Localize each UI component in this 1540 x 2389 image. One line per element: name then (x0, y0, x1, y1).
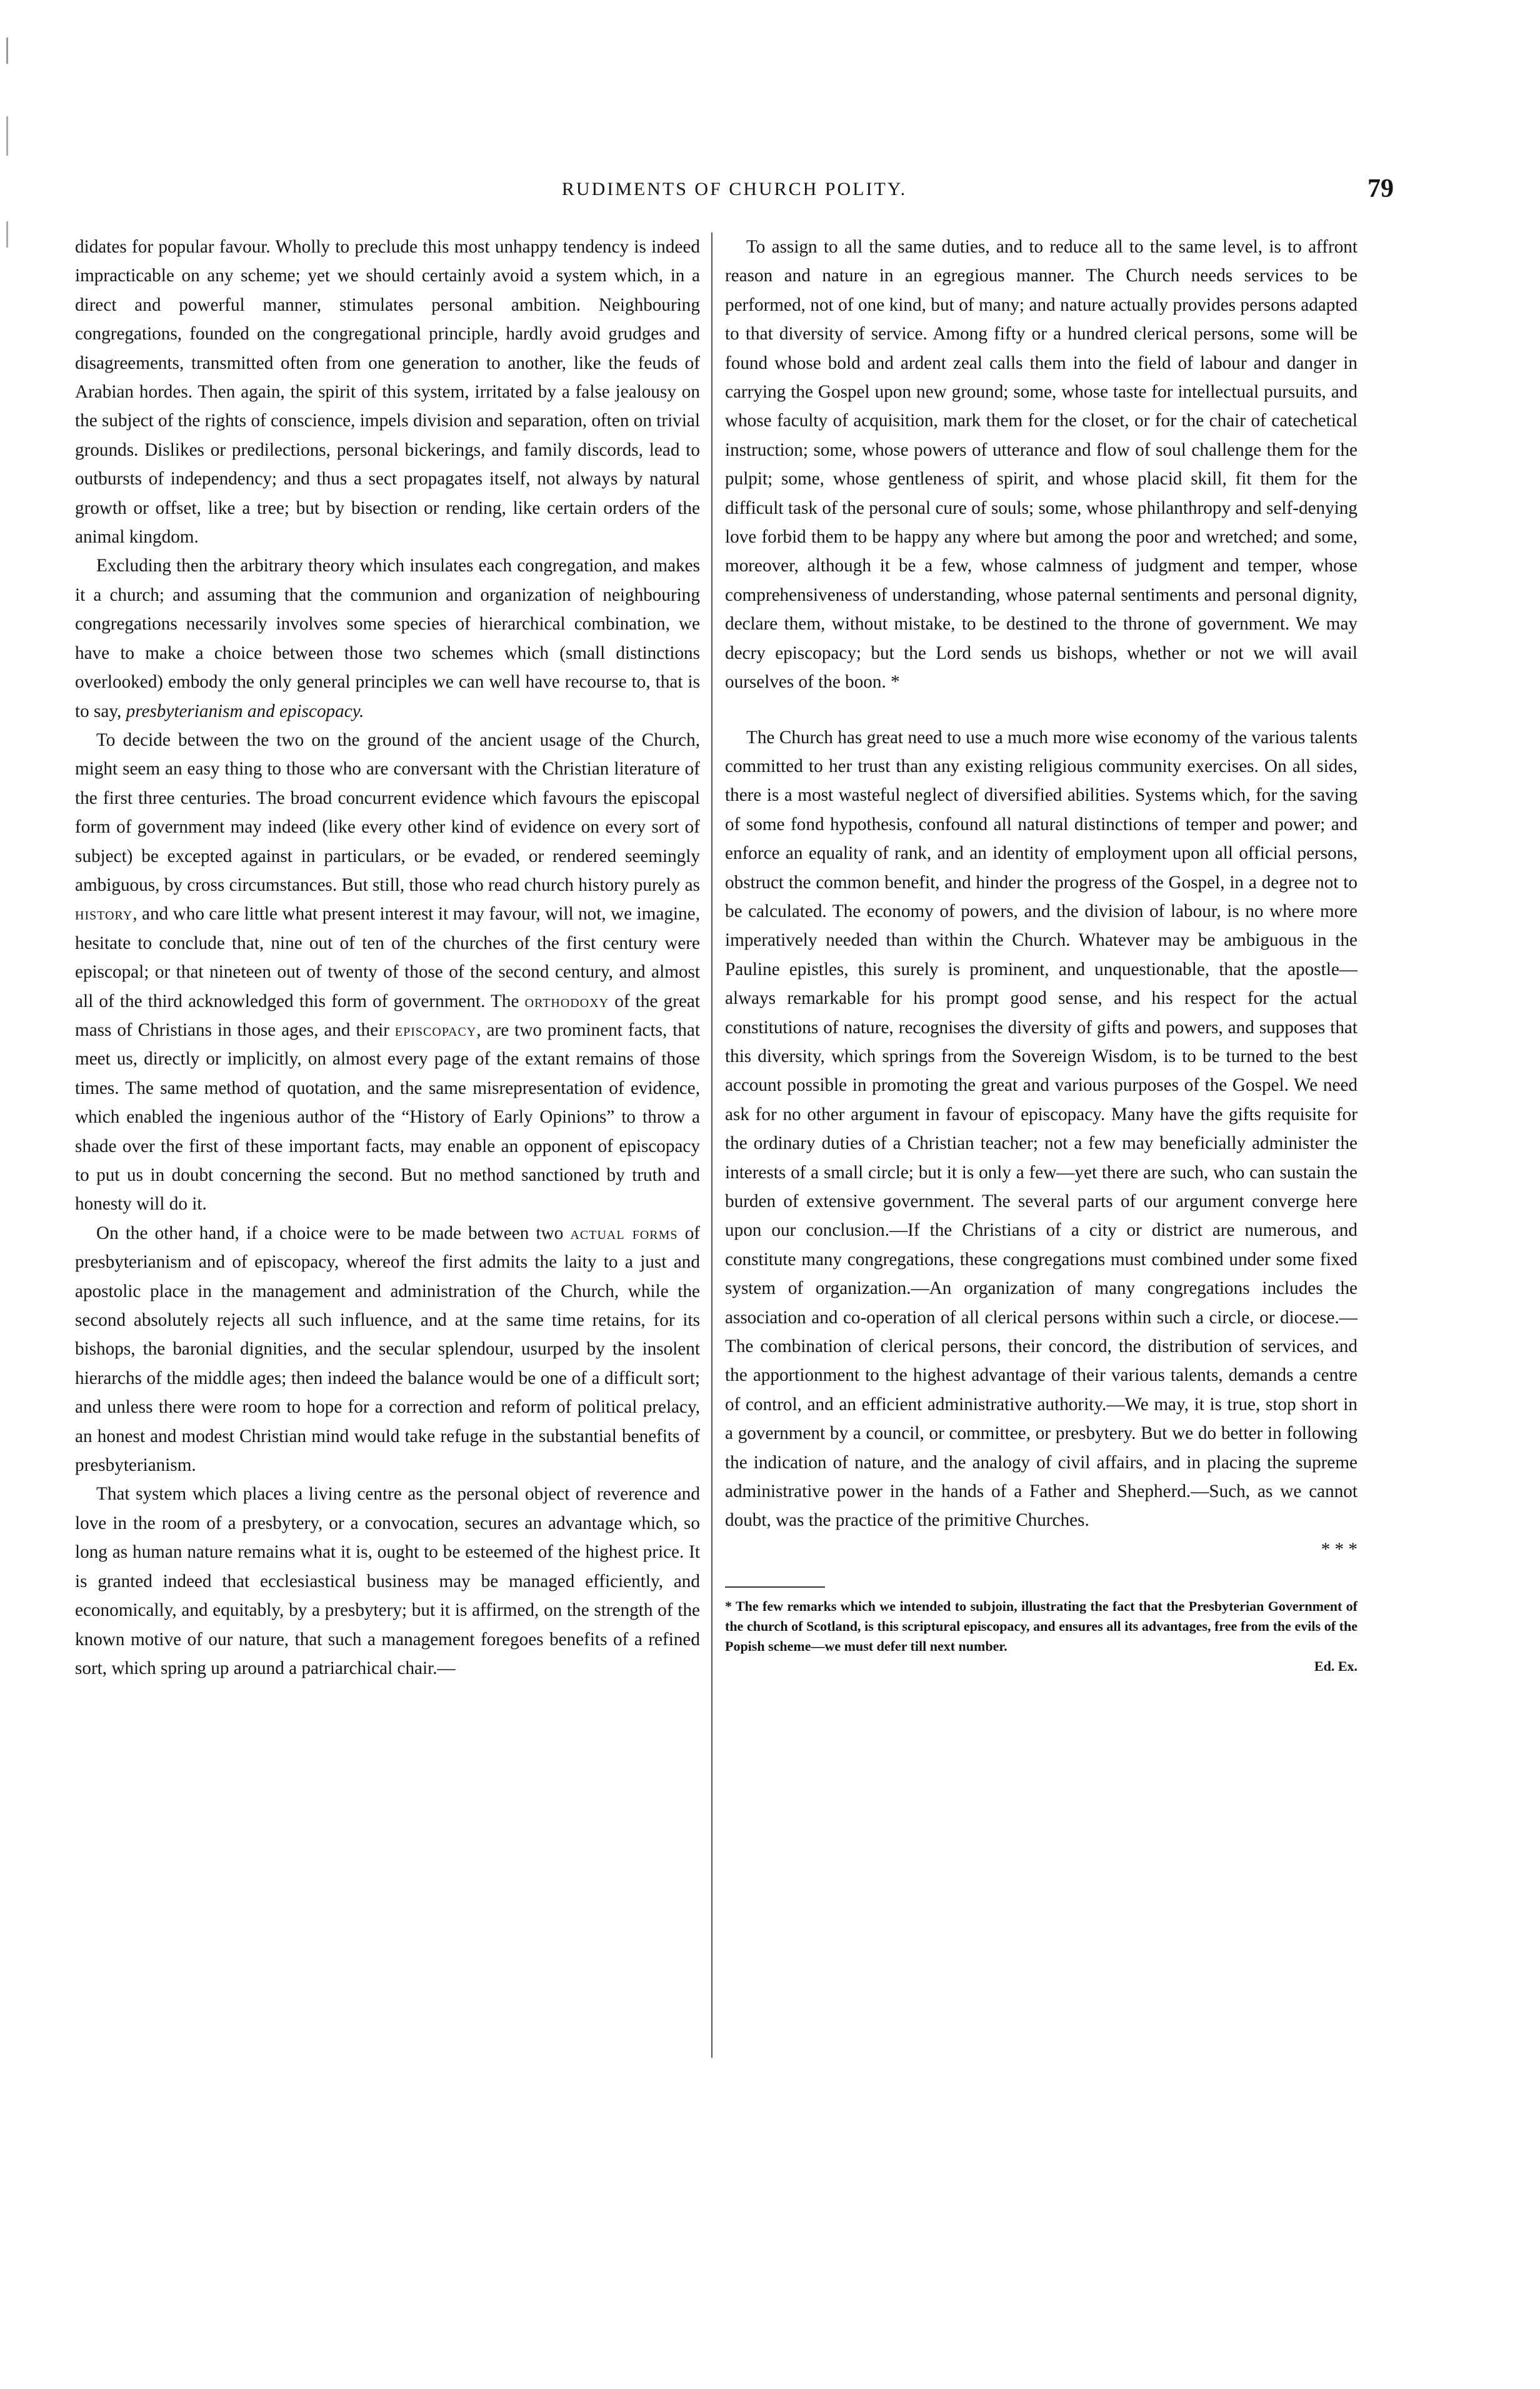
paragraph-text: of presbyterianism and of episcopacy, whereof the first admits the laity to a just and apostolic place in the management and administration of the Church, while the second absolutely rejects all such influence, and at the same time retains, for its bishops, the baronial dignities, and the secular splendour, usurped by the insolent hierarchs of the middle ages; then indeed the balance would be one of a difficult sort; and unless there were room to hope for a correction and reform of political prelacy, an honest and modest Christian mind would take refuge in the substantial benefits of presbyterianism. (75, 1223, 701, 1476)
paragraph-text: , are two prominent facts, that meet us, directly or implicitly, on almost every page of the extant remains of those times. The same method of quotation, and the same misrepresentation of evidence, which enabled the ingenious author of the “History of Early Opinions” to throw a shade over the first of these important facts, may enable an opponent of episcopacy to put us in doubt concerning the second. But no method sanctioned by truth and honesty will do it. (75, 1019, 700, 1215)
page-number: 79 (1368, 174, 1394, 203)
small-caps-text: history (75, 904, 133, 924)
footnote-signature: Ed. Ex. (1314, 1658, 1358, 1675)
footnote-rule (725, 1586, 825, 1588)
paragraph (75, 551, 700, 725)
running-head: RUDIMENTS OF CHURCH POLITY. (561, 179, 908, 199)
section-gap (725, 697, 1358, 723)
paragraph-text: of the great mass of Christians in those ages, and their (75, 991, 700, 1040)
italic-text: presbyterianism and episcopacy. (126, 701, 364, 721)
paragraph (75, 1219, 700, 1480)
asterism: * * * (1321, 1539, 1358, 1560)
paragraph: didates for popular favour. Wholly to preclude this most unhappy tendency is indeed impracticable on any scheme; yet we should certainly avoid a system which, in a direct and powerful manner, stimulates personal ambition. Neighbouring congregations, founded on the congregational principle, hardly avoid grudges and disagreements, transmitted often from one generation to another, like the feuds of Arabian hordes. Then again, the spirit of this system, irritated by a false jealousy on the subject of the rights of conscience, impels division and separation, often on trivial grounds. Dislikes or predilections, personal bickerings, and family discords, lead to outbursts of independency; and thus a sect propagates itself, not always by natural growth or offset, like a tree; but by bisection or rending, like certain orders of the animal kingdom. (75, 237, 700, 548)
small-caps-text: orthodoxy (524, 991, 609, 1011)
paragraph-text: , and who care little what present interest it may favour, will not, we imagine, hesitate to conclude that, nine out of ten of the churches of the first century were episcopal; or that nineteen out of twenty of those of the second century, and almost all of the third acknowledged this form of government. The (75, 904, 700, 1011)
small-caps-text: episcopacy (394, 1019, 477, 1040)
page-edge-mark (6, 38, 8, 300)
paragraph: The Church has great need to use a much more wise economy of the various talents committed to her trust than any existing religious community exercises. On all sides, there is a most wasteful neglect of diversified abilities. Systems which, for the saving of some fond hypothesis, confound all natural distinctions of temper and power; and enforce an equality of rank, and an identity of employment upon all official persons, obstruct the common benefit, and hinder the progress of the Gospel, in a degree not to be calculated. The economy of powers, and the division of labour, is no where more imperatively needed than within the Church. Whatever may be ambiguous in the Pauline epistles, this surely is prominent, and unquestionable, that the apostle—always remarkable for his prompt good sense, and his respect for the actual constitutions of nature, recognises the diversity of gifts and powers, and supposes that this diversity, which springs from the Sovereign Wisdom, is to be turned to the best account possible in promoting the great and various purposes of the Gospel. We need ask for no other argument in favour of episcopacy. Many have the gifts requisite for the ordinary duties of a Christian teacher; not a few may beneficially administer the interests of a small circle; but it is only a few—yet there are such, who can sustain the burden of extensive government. The several parts of our argument converge here upon our conclusion.—If the Christians of a city or district are numerous, and constitute many congregations, these congregations must combined under some fixed system of organization.—An organization of many congregations includes the association and co-operation of all clerical persons within such a circle, or diocese.—The combination of clerical persons, their concord, the distribution of services, and the apportionment to the highest advantage of their various talents, demands a centre of control, and an efficient administrative authority.—We may, it is true, stop short in a government by a council, or committee, or presbytery. But we do better in following the indication of nature, and the analogy of civil affairs, and in placing the supreme administrative power in the hands of a Father and Shepherd.—Such, as we cannot doubt, was the practice of the primitive Churches. (725, 727, 1358, 1531)
paragraph: That system which places a living centre as the personal object of reverence and love in the room of a presbytery, or a convocation, secures an advantage which, so long as human nature remains what it is, ought to be esteemed of the highest price. It is granted indeed that ecclesiastical business may be managed efficiently, and economically, and equitably, by a presbytery; but it is affirmed, on the strength of the known motive of our nature, that such a management foregoes benefits of a refined sort, which spring up around a patriarchical chair.— (75, 1484, 700, 1678)
page-header (75, 174, 1394, 211)
right-column (725, 233, 1358, 2345)
footnote-text: * The few remarks which we intended to subjoin, illustrating the fact that the Presbyterian Government of the church of Scotland, is this scriptural episcopacy, and ensures all its advantages, free from the evils of the Popish scheme—we must defer till next number. (725, 1598, 1358, 1655)
paragraph: To assign to all the same duties, and to reduce all to the same level, is to affront reason and nature in an egregious manner. The Church needs services to be performed, not of one kind, but of many; and nature actually provides persons adapted to that diversity of service. Among fifty or a hundred clerical persons, some will be found whose bold and ardent zeal calls them into the field of labour and danger in carrying the Gospel upon new ground; some, whose taste for intellectual pursuits, and whose faculty of acquisition, mark them for the closet, or for the chair of catechetical instruction; some, whose powers of utterance and flow of soul challenge them for the pulpit; some, whose gentleness of spirit, and whose placid skill, fit them for the difficult task of the personal cure of souls; some, whose philanthropy and self-denying love forbid them to be happy any where but among the poor and wretched; and some, moreover, although it be a few, whose calmness of judgment and temper, whose comprehensiveness of understanding, whose paternal sentiments and personal dignity, declare them, without mistake, to be destined to the throne of government. We may decry episcopacy; but the Lord sends us bishops, whether or not we will avail ourselves of the boon. * (725, 237, 1358, 693)
paragraph-text: To decide between the two on the ground of the ancient usage of the Church, might seem an easy thing to those who are conversant with the Christian literature of the first three centuries. The broad concurrent evidence which favours the episcopal form of government may indeed (like every other kind of evidence on every sort of subject) be excepted against in particulars, or be evaded, or rendered seemingly ambiguous, by cross circumstances. But still, those who read church history purely as (75, 729, 700, 895)
column-rule (711, 233, 712, 2058)
footnote (725, 1596, 1358, 1676)
left-column (75, 233, 700, 2345)
paragraph-text: Excluding then the arbitrary theory which insulates each congregation, and makes it a church; and assuming that the communion and organization of neighbouring congregations necessarily involves some species of hierarchical combination, we have to make a choice between those two schemes which (small distinctions overlooked) embody the only general principles we can well have recourse to, that is to say, (75, 556, 700, 721)
paragraph (75, 726, 700, 1219)
paragraph-text: On the other hand, if a choice were to be made between two (96, 1223, 564, 1243)
small-caps-text: actual forms (570, 1223, 678, 1243)
